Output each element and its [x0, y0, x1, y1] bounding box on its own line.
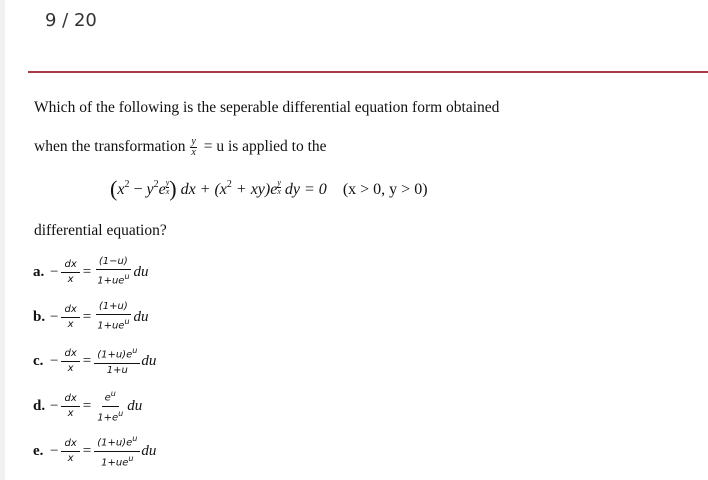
- lhs-fraction: $\frac{dx}{x}$: [61, 437, 79, 466]
- du: du: [127, 397, 143, 414]
- lhs-fraction: $\frac{dx}{x}$: [61, 303, 79, 332]
- question-line-3: differential equation?: [34, 222, 167, 239]
- rhs-fraction: $\frac{e^u}{1+e^u}$: [97, 389, 124, 423]
- option-e[interactable]: e. − $\frac{dx}{x}$ = $(1+u)e^u$ $1+ue^u$ du: [33, 434, 157, 468]
- header-divider: [28, 71, 708, 73]
- dy-part: dy = 0: [280, 181, 327, 198]
- option-letter: c.: [33, 352, 44, 369]
- option-letter: e.: [33, 442, 44, 459]
- option-a[interactable]: a. − $\frac{dx}{x}$ = (1−u) $1+ue^u$ du: [33, 256, 149, 287]
- rhs-fraction: $\frac{(1+u)e^u}{1+u}$: [94, 344, 140, 377]
- x-term: x: [117, 181, 125, 198]
- du: du: [141, 442, 157, 459]
- exp-fraction-2: $\frac{y}{x}$: [277, 178, 281, 196]
- open-paren: (: [110, 176, 118, 201]
- option-d[interactable]: d. − $\frac{dx}{x}$ = $\frac{e^u}{1+e^u}$ du: [33, 389, 143, 423]
- dx-part: dx + (x: [180, 181, 227, 198]
- option-c[interactable]: c. − $\frac{dx}{x}$ = $\frac{(1+u)e^u}{1+u}$ du: [33, 346, 157, 376]
- question-line-2-suffix: = u is applied to the: [203, 138, 327, 156]
- lhs-fraction: $\frac{dx}{x}$: [61, 347, 79, 376]
- question-line-2: [34, 137, 327, 158]
- main-equation: ($x^2 - y^2e$ $\frac{y}{x}$ ) dx + $(x^2 + xy)e$ $\frac{y}{x}$ dy = 0 (x > 0, y > 0): [110, 176, 428, 201]
- du: du: [141, 352, 157, 369]
- question-counter: 9 / 20: [45, 10, 97, 31]
- option-letter: a.: [33, 263, 45, 280]
- left-border: [0, 0, 5, 480]
- option-letter: b.: [33, 308, 46, 325]
- lhs-fraction: $\frac{dx}{x}$: [61, 258, 79, 287]
- rhs-fraction: (1−u) $1+ue^u$: [97, 256, 130, 287]
- question-line-1: Which of the following is the seperable differential equation form obtained: [34, 99, 500, 116]
- option-letter: d.: [33, 397, 46, 414]
- option-b[interactable]: b. − $\frac{dx}{x}$ = (1+u) $1+ue^u$ du: [33, 301, 149, 332]
- exp-e: e: [158, 181, 166, 198]
- transform-denominator: x: [191, 147, 196, 158]
- close-paren: ): [169, 176, 177, 201]
- xy-part: + xy)e: [231, 181, 278, 198]
- exp-fraction-1: $\frac{y}{x}$: [165, 178, 170, 196]
- du: du: [133, 308, 149, 325]
- question-line-2-prefix: when the transformation: [34, 138, 186, 156]
- transform-numerator: y: [191, 136, 196, 147]
- transform-fraction: [190, 137, 196, 158]
- lhs-fraction: $\frac{dx}{x}$: [61, 392, 79, 421]
- minus-sign: −: [129, 181, 147, 198]
- rhs-fraction: $(1+u)e^u$ $1+ue^u$: [94, 432, 140, 470]
- y-term: y: [146, 181, 154, 198]
- domain-condition: (x > 0, y > 0): [342, 181, 428, 198]
- du: du: [133, 263, 149, 280]
- rhs-fraction: (1+u) $1+ue^u$: [97, 301, 130, 332]
